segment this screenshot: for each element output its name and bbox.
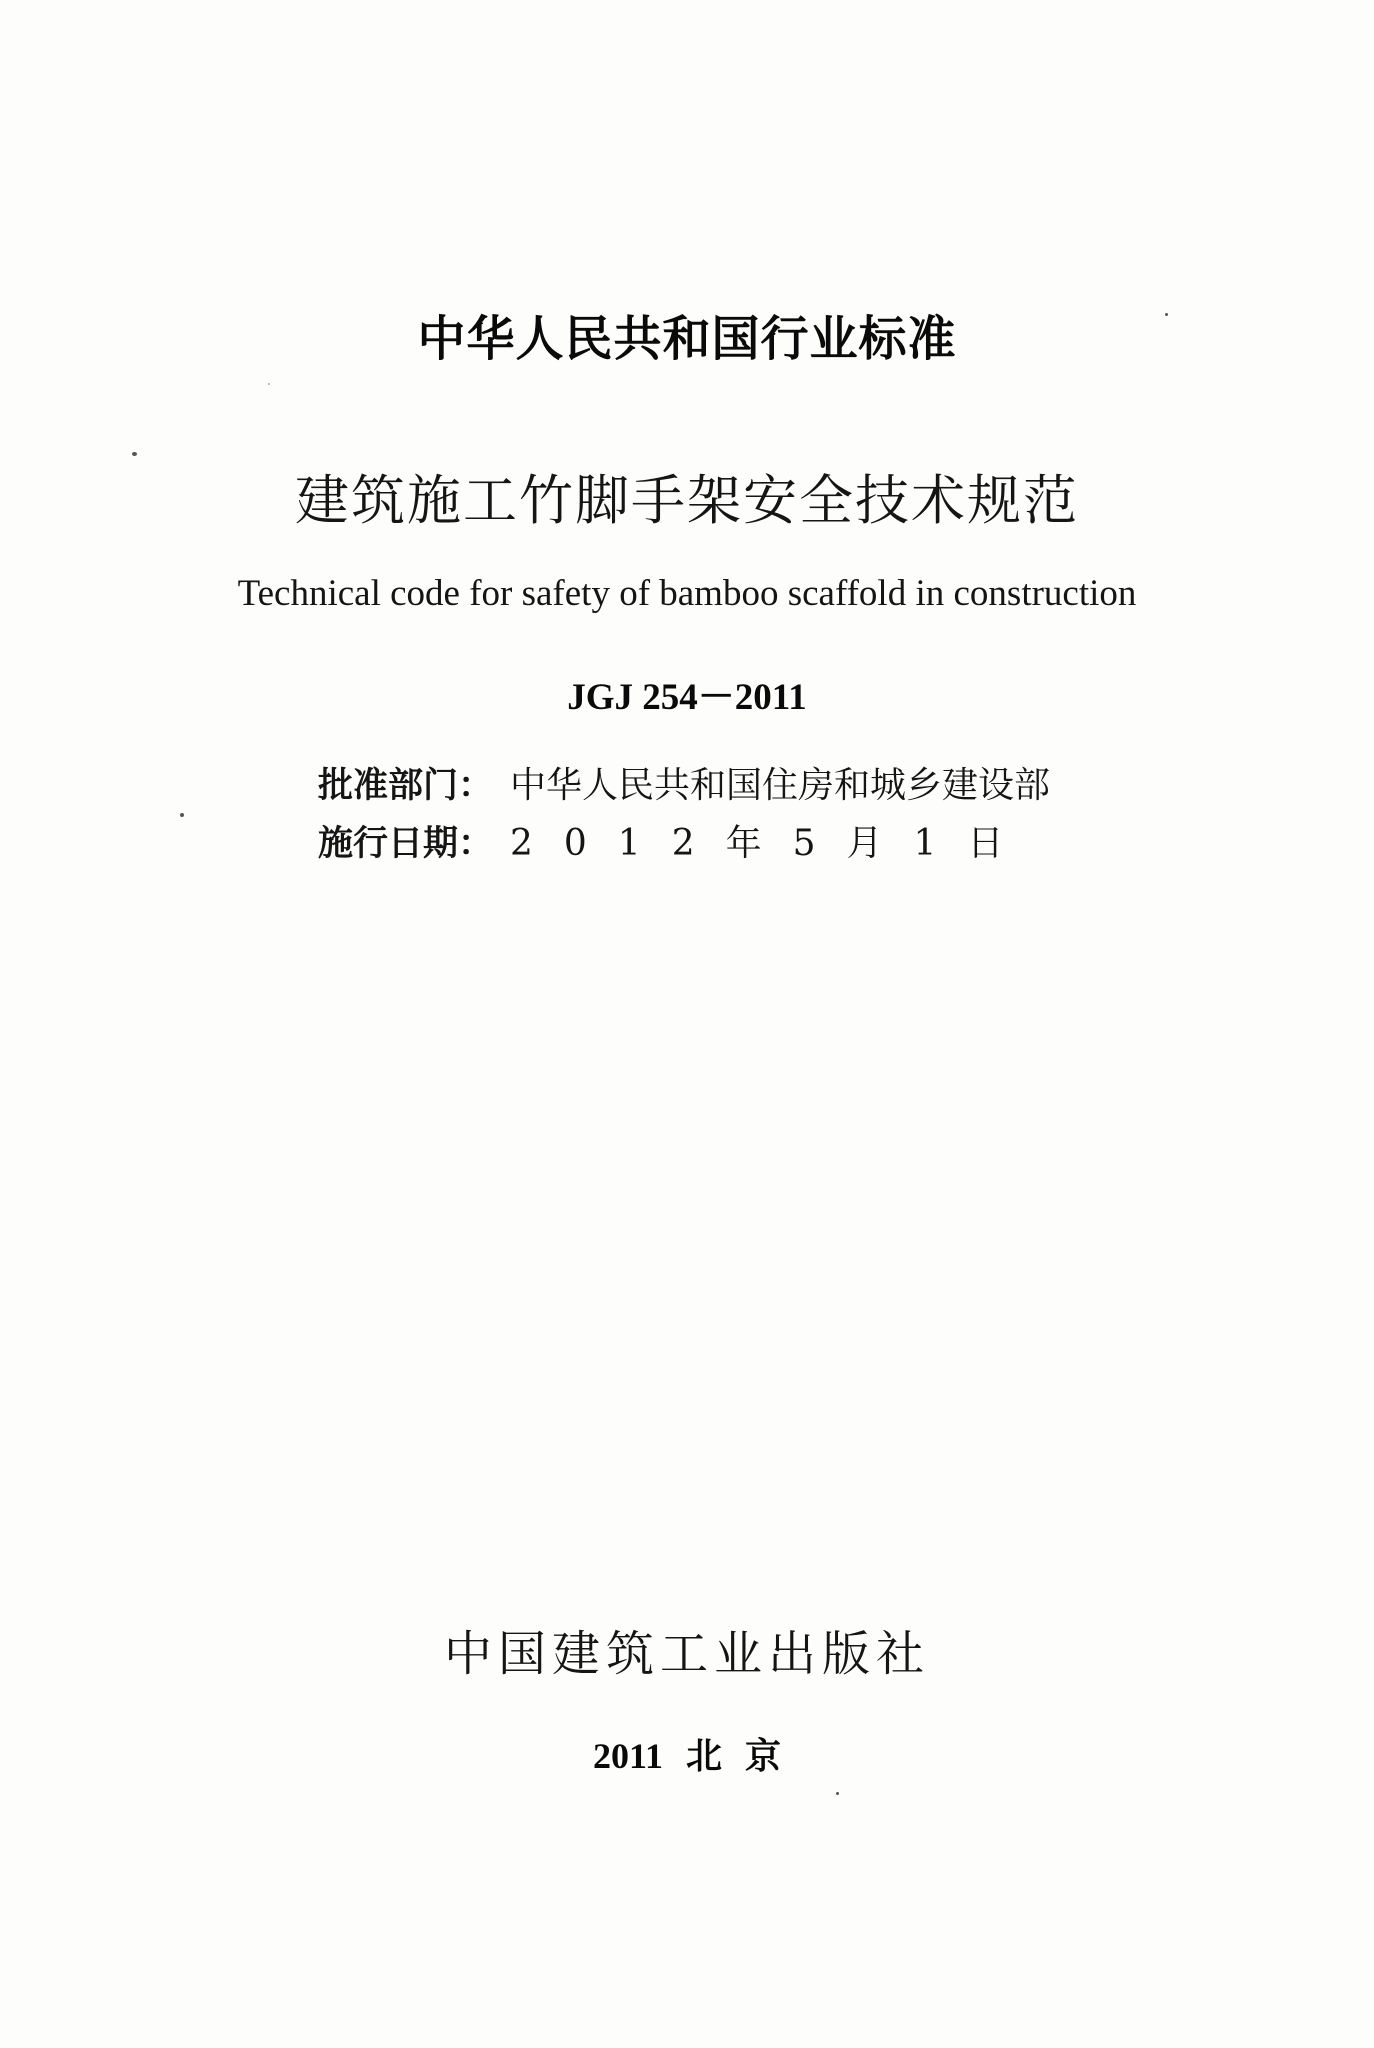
scan-speck <box>1165 313 1168 316</box>
approval-info <box>318 757 1050 873</box>
effective-date-row <box>318 815 1050 873</box>
standard-code: JGJ 254－2011 <box>567 677 807 718</box>
scan-speck <box>180 813 184 817</box>
publisher-name: 中国建筑工业出版社 <box>443 1626 930 1682</box>
effective-date-label: 施行日期： <box>318 824 494 864</box>
scan-speck <box>836 1792 839 1795</box>
document-title-chinese: 建筑施工竹脚手架安全技术规范 <box>295 469 1079 532</box>
approval-label: 批准部门： <box>318 766 494 806</box>
scan-speck <box>268 383 270 385</box>
effective-date-value: 2012年5月1日 <box>510 823 1035 864</box>
scan-speck <box>132 452 137 456</box>
publication-year-city: 2011 北 京 <box>592 1736 781 1776</box>
standard-series-title: 中华人民共和国行业标准 <box>417 311 957 367</box>
document-title-english: Technical code for safety of bamboo scaffold in construction <box>237 573 1137 614</box>
approval-value: 中华人民共和国住房和城乡建设部 <box>510 765 1051 806</box>
approval-row <box>318 757 1050 815</box>
